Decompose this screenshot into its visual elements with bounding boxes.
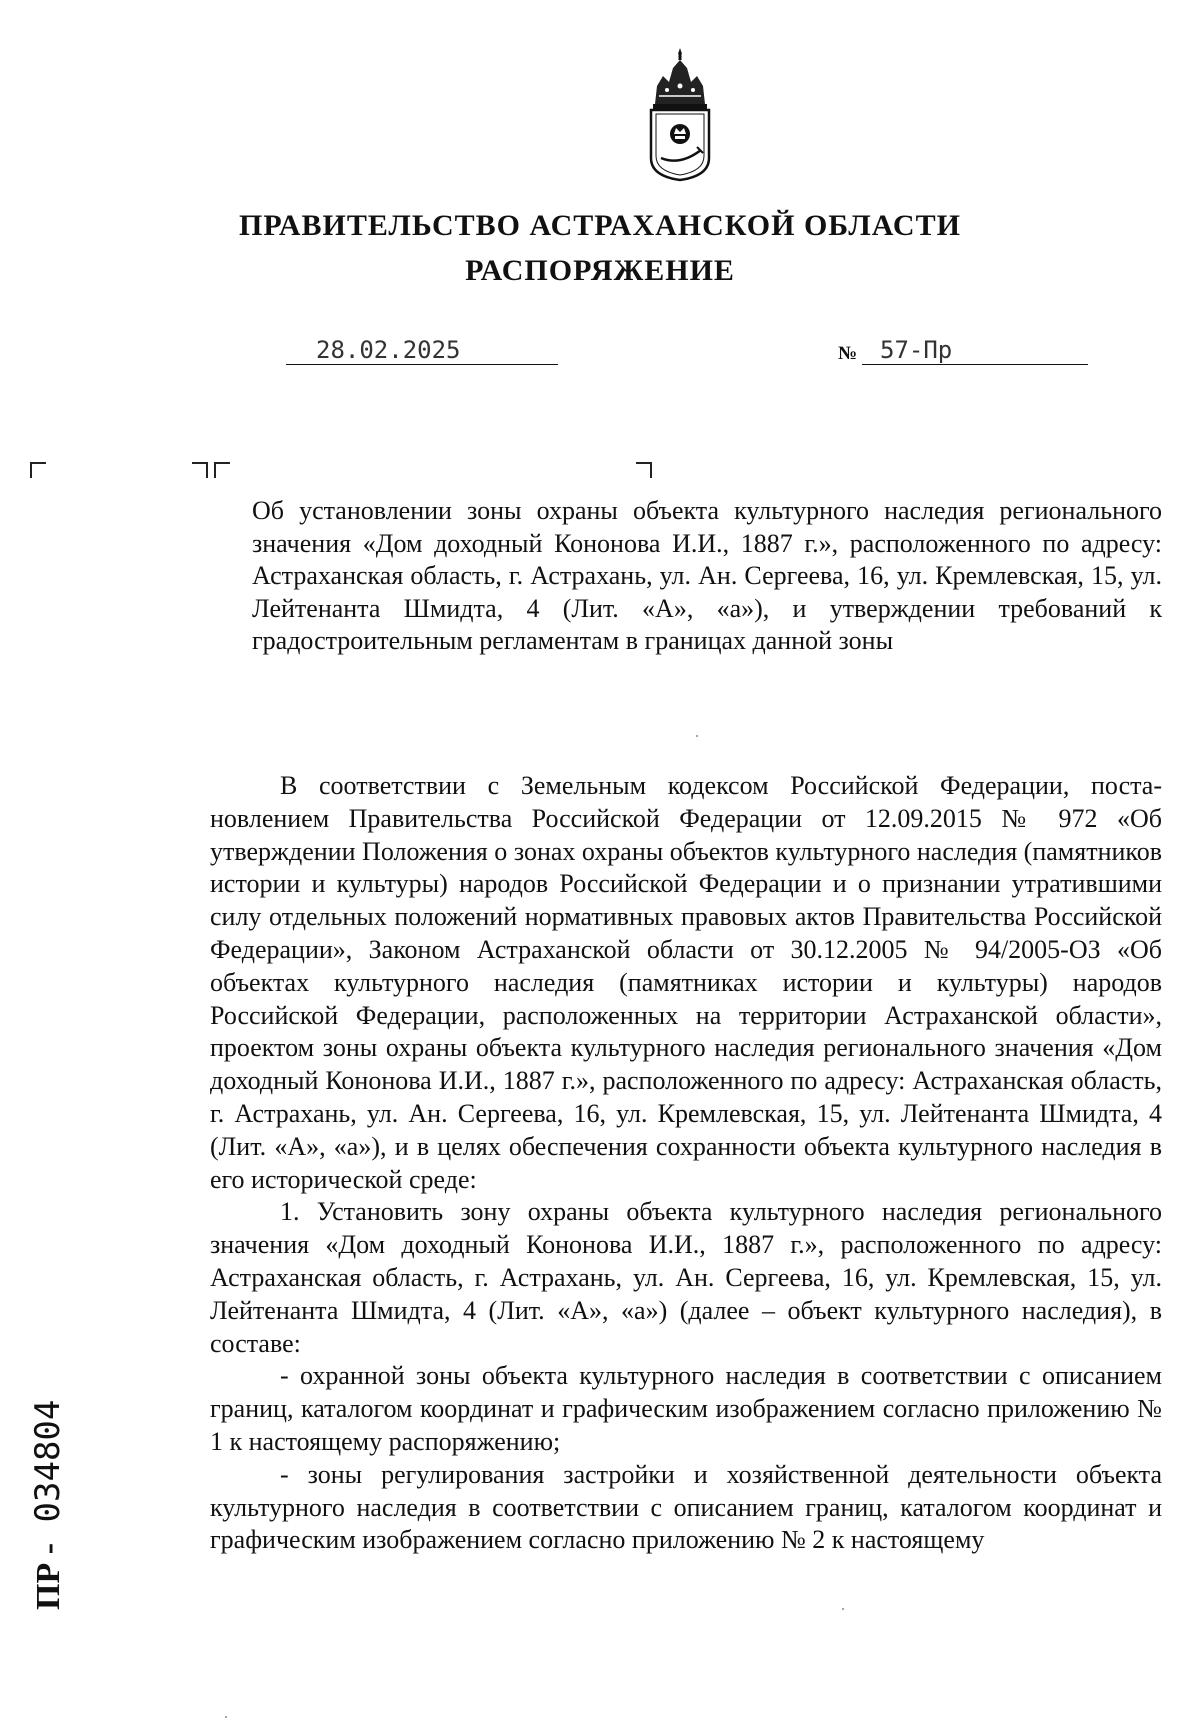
document-body <box>210 770 1162 1557</box>
document-subject: Об установлении зоны охраны объекта культурного наследия регионального значения «Дом доходный Кононова И.И., 1887 г.», расположенного по адресу: Астраханская область, г. Астрахань, ул. Ан. Сергеева, 16, ул. Кремлевская, 15, ул. Лейтенанта Шмидта, 4 (Лит. «А», «а»), и утверждении требований к градостроительным регламентам в границах данной зоны <box>252 496 1162 655</box>
scan-speck <box>696 735 698 737</box>
corner-mark <box>636 462 652 478</box>
body-paragraph: - зоны регулирования застройки и хозяйственной деятельности объекта культурного наследия в соответствии с описанием границ, каталогом координат и графическим изображением согласно приложению № 2 к настоящему <box>210 1459 1162 1555</box>
corner-mark <box>214 462 230 478</box>
document-date: 28.02.2025 <box>316 336 461 364</box>
date-underline <box>286 364 558 365</box>
side-registration-code <box>28 1400 68 1610</box>
corner-mark <box>192 462 208 478</box>
corner-mark <box>30 462 46 478</box>
body-paragraph: - охранной зоны объекта культурного наследия в соответствии с описанием границ, каталогом координат и графическим изображением согласно приложению № 1 к настоящему распоряжению; <box>210 1361 1162 1456</box>
number-underline <box>862 364 1088 365</box>
side-code-prefix: ПР - <box>30 1542 67 1610</box>
document-number: 57-Пр <box>880 336 953 364</box>
coat-of-arms-icon <box>643 46 717 182</box>
document-type: РАСПОРЯЖЕНИЕ <box>465 254 735 287</box>
scan-speck <box>842 1608 844 1610</box>
body-paragraph: 1. Установить зону охраны объекта культурного наследия регионального значения «Дом доходный Кононова И.И., 1887 г.», расположенного по адресу: Астраханская область, г. Астрахань, ул. Ан. Сергеева, 16, ул. Кремлевская, 15, ул. Лейтенанта Шмидта, 4 (Лит. «А», «а») (далее – объект культурного наследия), в составе: <box>210 1197 1162 1358</box>
side-code-number: 034804 <box>28 1399 68 1523</box>
scan-speck <box>225 1716 227 1718</box>
number-sign: № <box>838 343 858 364</box>
body-paragraph: В соответствии с Земельным кодексом Российской Федерации, постановлением Правительства Российской Федерации от 12.09.2015 № 972 «Об утверждении Положения о зонах охраны объектов культурного наследия (памятников истории и культуры) народов Российской Федерации и о признании утратившими силу отдельных положений нормативных правовых актов Правительства Российской Федерации», Законом Астраханской области от 30.12.2005 № 94/2005-ОЗ «Об объектах культурного наследия (памятниках истории и культуры) народов Российской Федерации, расположенных на территории Астраханской области», проектом зоны охраны объекта культурного наследия регионального значения «Дом доходный Кононова И.И., 1887 г.», расположенного по адресу: Астраханская область, г. Астрахань, ул. Ан. Сергеева, 16, ул. Кремлевская, 15, ул. Лейтенанта Шмидта, 4 (Лит. «А», «а»), и в целях обеспечения сохранности объекта культурного наследия в его исторической среде: <box>210 771 1162 1194</box>
government-title: ПРАВИТЕЛЬСТВО АСТРАХАНСКОЙ ОБЛАСТИ <box>239 209 961 242</box>
